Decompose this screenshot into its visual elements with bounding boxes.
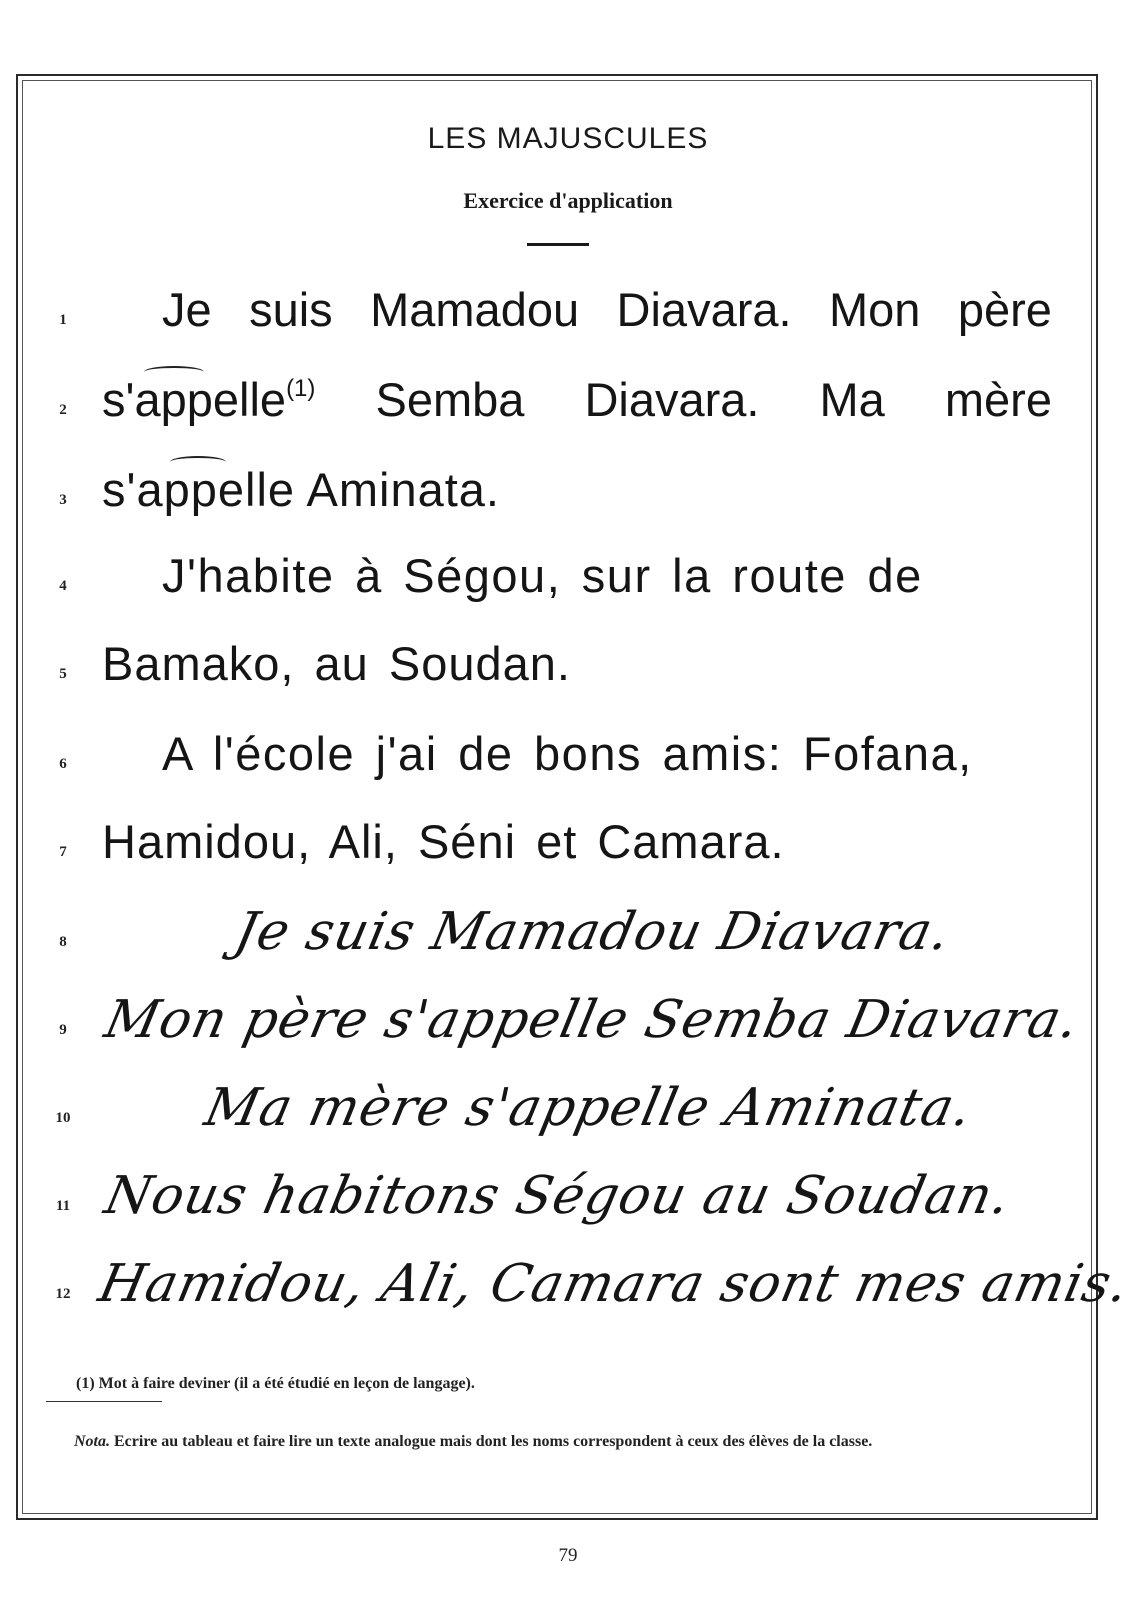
line-text: J'habite à Ségou, sur la route de (162, 549, 923, 602)
line-text: A l'école j'ai de bons amis: Fofana, (162, 727, 973, 780)
line-number: 4 (59, 578, 67, 594)
page-title: LES MAJUSCULES (427, 122, 709, 155)
cursive-text: Nous habitons Ségou au Soudan. (99, 1166, 1016, 1226)
line-number: 2 (59, 402, 67, 418)
line-number: 5 (59, 666, 67, 682)
word: Mamadou (370, 283, 580, 336)
word: Diavara. (584, 373, 760, 426)
word: suis (249, 283, 333, 336)
cursive-line-9 (0, 990, 1136, 1050)
nota-label: Nota. (74, 1433, 110, 1450)
cursive-text: Hamidou, Ali, Camara sont mes amis. (93, 1254, 1135, 1314)
line-number: 10 (55, 1110, 71, 1126)
cursive-line-11 (0, 1166, 1136, 1226)
line-text: s'appelle Aminata. (102, 463, 500, 516)
printed-line-6 (0, 726, 1136, 786)
page-number: 79 (558, 1545, 578, 1566)
line-number: 7 (59, 844, 67, 860)
line-number: 1 (59, 312, 67, 328)
line-number: 11 (55, 1198, 71, 1214)
footnote: (1) Mot à faire deviner (il a été étudié en leçon de langage). (76, 1375, 475, 1392)
cursive-text: Je suis Mamadou Diavara. (229, 902, 956, 962)
cursive-text: Ma mère s'appelle Aminata. (199, 1078, 978, 1138)
printed-line-7 (0, 814, 1136, 874)
line-number: 3 (59, 492, 67, 508)
page-subtitle: Exercice d'application (463, 188, 673, 213)
footnote-marker: (1) (286, 375, 316, 402)
cursive-line-12 (0, 1254, 1136, 1314)
nota-paragraph (44, 1427, 1074, 1457)
printed-line-2 (0, 372, 1136, 432)
nota-text: Ecrire au tableau et faire lire un texte analogue mais dont les noms correspondent à ceux des élèves de la classe. (114, 1433, 873, 1450)
word-with-footnote: s'appelle$^{(1)}$ (102, 373, 316, 426)
line-text (162, 282, 1052, 337)
word: mère (944, 373, 1052, 426)
printed-line-5 (0, 636, 1136, 696)
footnote-rule (46, 1401, 162, 1402)
word: Diavara. (616, 283, 792, 336)
cursive-line-8 (0, 902, 1136, 962)
line-number: 9 (59, 1022, 67, 1038)
line-text (102, 372, 1052, 427)
printed-line-1 (0, 282, 1136, 342)
line-number: 12 (55, 1286, 71, 1302)
printed-line-4 (0, 548, 1136, 608)
line-number: 6 (59, 756, 67, 772)
word: Je (162, 283, 212, 336)
line-text: Hamidou, Ali, Séni et Camara. (102, 815, 785, 868)
cursive-line-10 (0, 1078, 1136, 1138)
line-number: 8 (59, 934, 67, 950)
printed-line-3 (0, 462, 1136, 522)
word: Mon (829, 283, 921, 336)
word: père (957, 283, 1052, 336)
word: Semba (375, 373, 525, 426)
title-rule (527, 243, 589, 246)
cursive-text: Mon père s'appelle Semba Diavara. (99, 990, 1085, 1050)
line-text: Bamako, au Soudan. (102, 637, 571, 690)
word: Ma (819, 373, 885, 426)
